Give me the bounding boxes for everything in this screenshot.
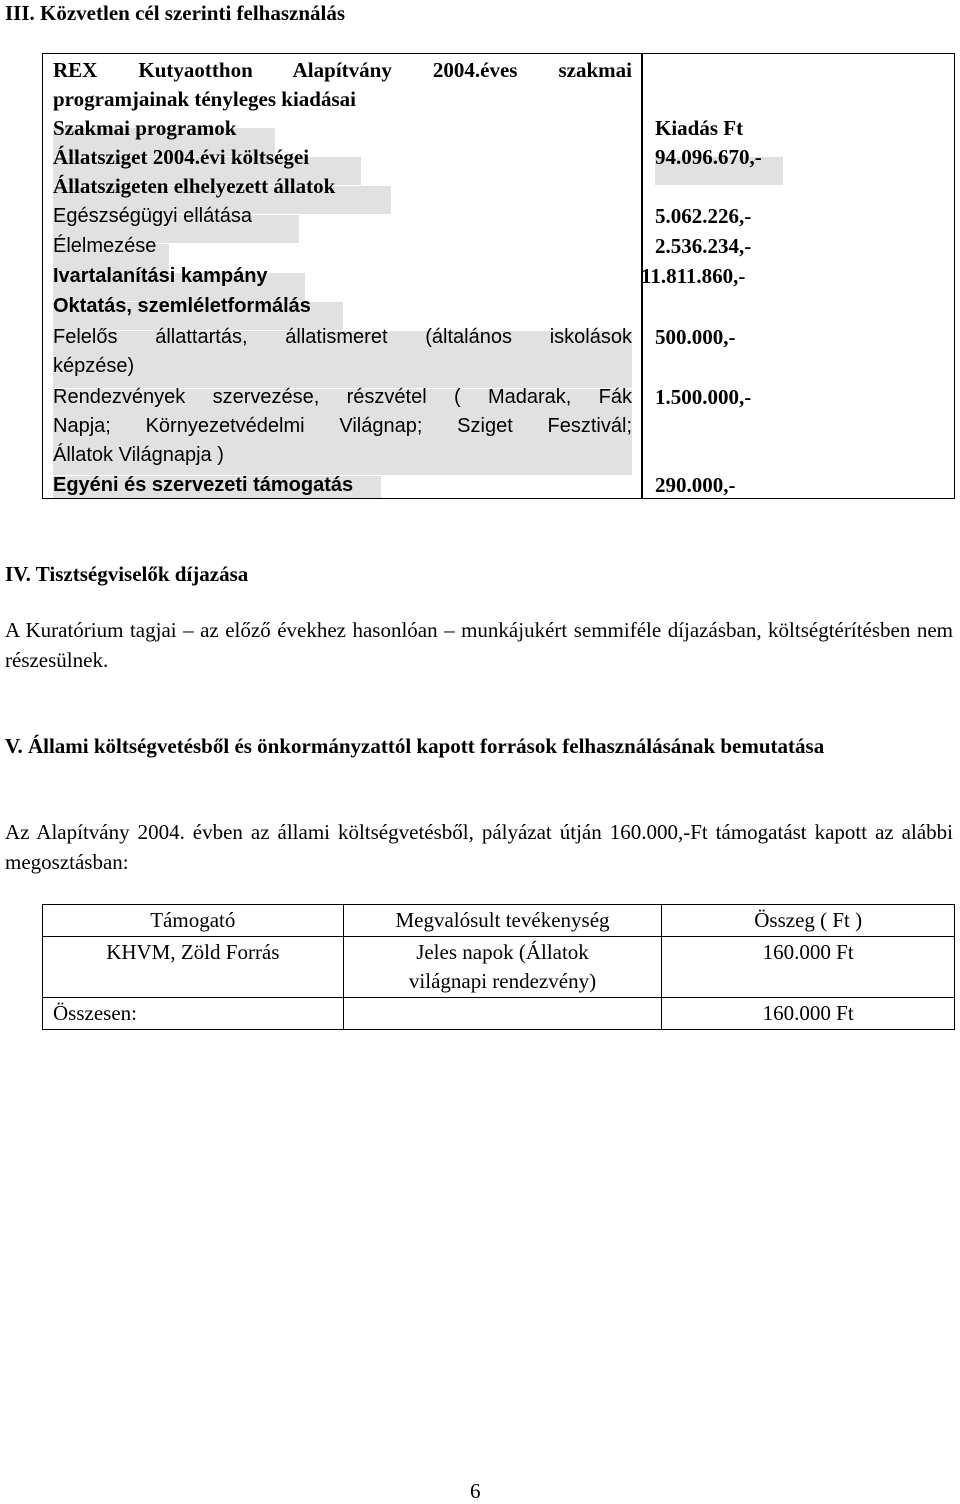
- row-value: 290.000,-: [655, 473, 736, 497]
- header-activity: Megvalósult tevékenység: [343, 905, 662, 937]
- section-4-heading: IV. Tisztségviselők díjazása: [5, 562, 249, 586]
- table-title-line2: programjainak tényleges kiadásai: [53, 87, 356, 111]
- page-number: 6: [470, 1479, 481, 1503]
- cell-amount: 160.000 Ft: [662, 937, 955, 998]
- row-label-line2: képzése): [53, 355, 135, 377]
- cell-total-label: Összesen:: [43, 998, 344, 1030]
- row-value: 1.500.000,-: [655, 385, 752, 409]
- row-value: 94.096.670,-: [655, 145, 762, 169]
- column-header-program: Szakmai programok: [53, 116, 237, 140]
- table-row: [43, 937, 955, 998]
- section-5-text: Az Alapítvány 2004. évben az állami költségvetésből, pályázat útján 160.000,-Ft támogatást kapott az alábbi megosztásban:: [5, 820, 953, 874]
- row-label: Egyéni és szervezeti támogatás: [53, 474, 354, 496]
- row-label-line1: Felelős állattartás, állatismeret (általános iskolások: [53, 326, 632, 348]
- row-label-line3: Állatok Világnapja ): [53, 444, 224, 466]
- header-amount: Összeg ( Ft ): [662, 905, 955, 937]
- row-label: Állatsziget 2004.évi költségei: [53, 145, 310, 169]
- row-value: 500.000,-: [655, 325, 736, 349]
- row-label-line1: Rendezvények szervezése, részvétel ( Madarak, Fák: [53, 386, 632, 408]
- row-value: 11.811.860,-: [641, 264, 746, 288]
- header-supporter: Támogató: [43, 905, 344, 937]
- table-total-row: [43, 998, 955, 1030]
- cell-supporter: KHVM, Zöld Forrás: [43, 937, 344, 998]
- row-value: 2.536.234,-: [655, 234, 752, 258]
- section-5-heading: V. Állami költségvetésből és önkormányzattól kapott források felhasználásának bemutatása: [5, 734, 825, 758]
- cell-activity: Jeles napok (Állatok világnapi rendezvény): [343, 937, 662, 998]
- column-header-amount: Kiadás Ft: [655, 116, 744, 140]
- row-label: Oktatás, szemléletformálás: [53, 295, 311, 317]
- cell-total-amount: 160.000 Ft: [662, 998, 955, 1030]
- section-3-heading: III. Közvetlen cél szerinti felhasználás: [5, 1, 346, 25]
- row-label: Állatszigeten elhelyezett állatok: [53, 174, 336, 198]
- cell-empty: [343, 998, 662, 1030]
- row-label: Ivartalanítási kampány: [53, 265, 268, 287]
- table-title-line1: REX Kutyaotthon Alapítvány 2004.éves szakmai: [53, 58, 632, 82]
- funding-table: [42, 904, 955, 1030]
- section-4-text: A Kuratórium tagjai – az előző évekhez hasonlóan – munkájukért semmiféle díjazásban, költségtérítésben nem részesülnek.: [5, 618, 953, 672]
- table-header-row: [43, 905, 955, 937]
- row-label: Egészségügyi ellátása: [53, 205, 253, 227]
- row-label: Élelmezése: [53, 235, 157, 257]
- row-value: 5.062.226,-: [655, 204, 752, 228]
- row-label-line2: Napja; Környezetvédelmi Világnap; Sziget Fesztivál;: [53, 415, 632, 437]
